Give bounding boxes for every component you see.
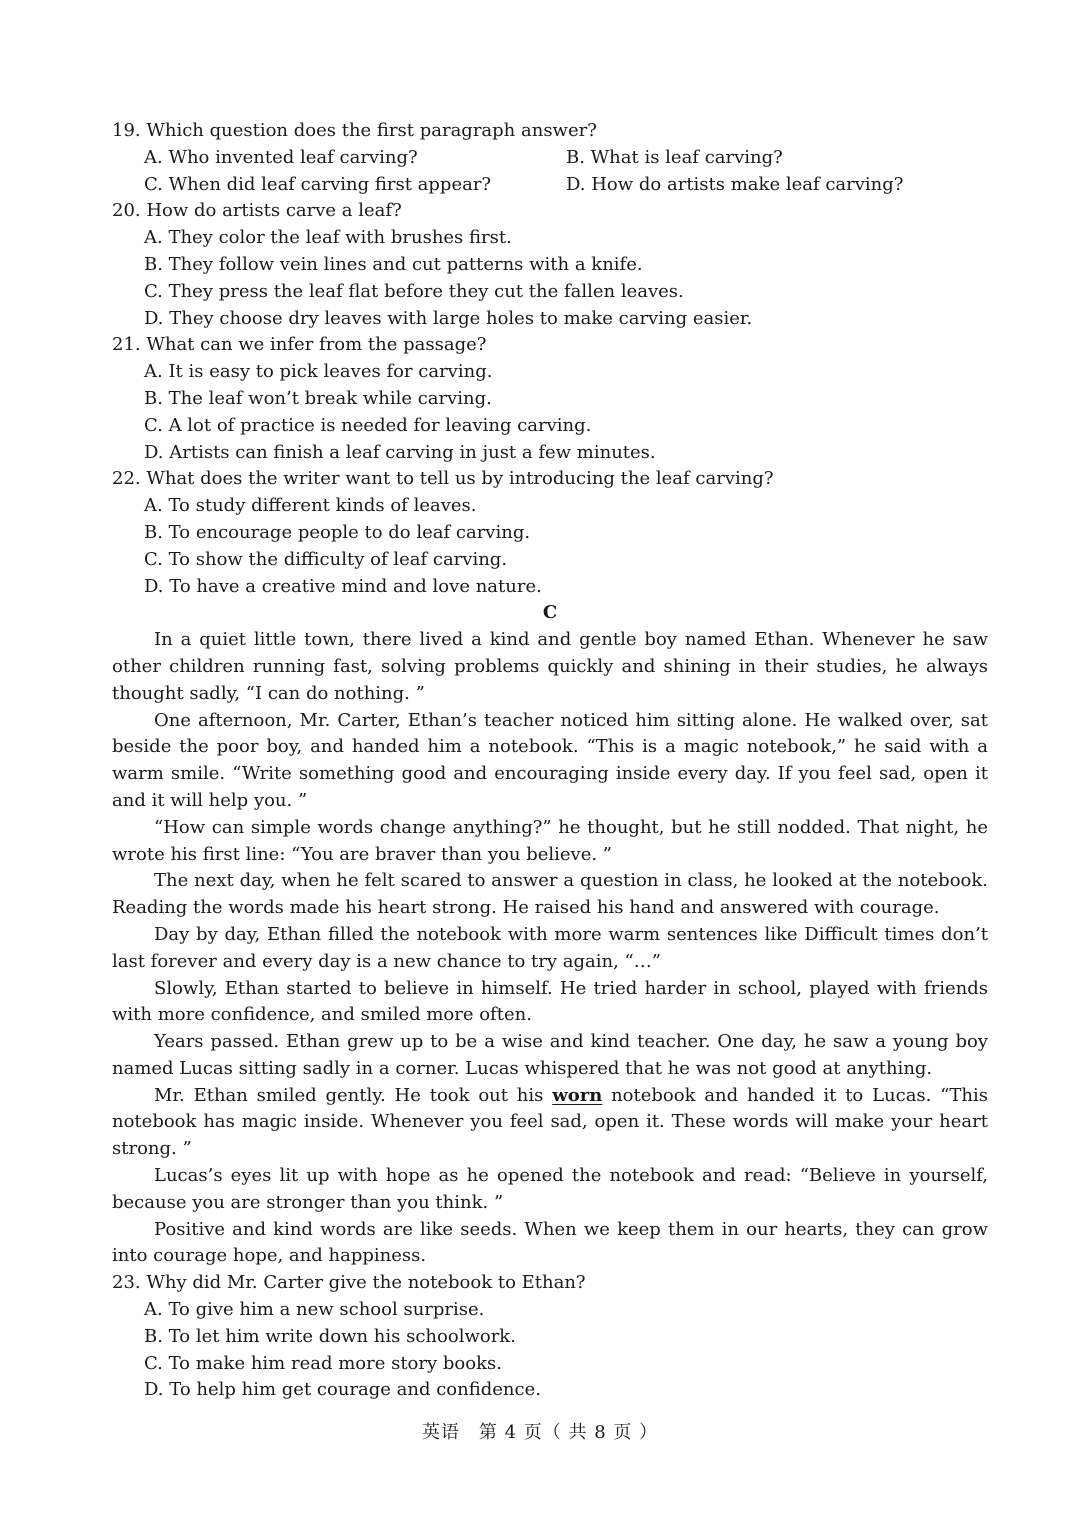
answer-option: B. They follow vein lines and cut patterns with a knife. — [144, 253, 643, 275]
page-footer: 英语 第 4 页（ 共 8 页 ） — [421, 1422, 659, 1443]
options-list — [112, 145, 988, 199]
answer-option: A. To give him a new school surprise. — [144, 1299, 485, 1321]
answer-option: B. To encourage people to do leaf carving. — [144, 521, 531, 543]
text-segment: notebook and handed it to Lucas. “This notebook has magic inside. Whenever you feel sad, open it. These words will make your heart strong. ” — [112, 1084, 988, 1160]
passage-c — [112, 627, 988, 1083]
question-block — [112, 466, 988, 600]
answer-option: B. To let him write down his schoolwork. — [144, 1325, 516, 1347]
question-block — [112, 198, 988, 332]
questions-group-reading-c — [112, 1270, 988, 1404]
question-block — [112, 1270, 988, 1404]
questions-group-reading-b — [112, 118, 988, 600]
passage-paragraph — [112, 1083, 988, 1163]
answer-option: C. To show the difficulty of leaf carving. — [144, 548, 508, 570]
highlighted-word: worn — [552, 1084, 603, 1106]
passage-paragraph: In a quiet little town, there lived a kind and gentle boy named Ethan. Whenever he saw other children running fast, solving problems quickly and shining in their studies, he always thought sadly, “I can do nothing. ” — [112, 629, 988, 704]
answer-option: D. How do artists make leaf carving? — [566, 173, 904, 195]
answer-option: A. To study different kinds of leaves. — [144, 495, 477, 517]
options-row — [144, 172, 988, 199]
answer-option: B. What is leaf carving? — [566, 146, 783, 168]
text-segment: Mr. Ethan smiled gently. He took out his — [154, 1084, 553, 1106]
question-stem: 23. Why did Mr. Carter give the notebook to Ethan? — [112, 1272, 586, 1294]
question-block — [112, 118, 988, 198]
passage-paragraph: Slowly, Ethan started to believe in himself. He tried harder in school, played with friends with more confidence, and smiled more often. — [112, 977, 988, 1026]
answer-option: C. To make him read more story books. — [144, 1352, 502, 1374]
passage-paragraph: Day by day, Ethan filled the notebook with more warm sentences like Difficult times don’t last forever and every day is a new chance to try again, “…” — [112, 923, 988, 972]
answer-option: D. To have a creative mind and love nature. — [144, 575, 542, 597]
question-stem: 21. What can we infer from the passage? — [112, 334, 487, 356]
answer-option: D. To help him get courage and confidence. — [144, 1379, 541, 1401]
answer-option: C. When did leaf carving first appear? — [144, 173, 492, 195]
answer-option: A. Who invented leaf carving? — [144, 146, 418, 168]
question-block — [112, 332, 988, 466]
passage-paragraph: “How can simple words change anything?” he thought, but he still nodded. That night, he wrote his first line: “You are braver than you believe. ” — [112, 816, 988, 865]
options-list — [112, 493, 988, 600]
passage-c-end — [112, 1163, 988, 1270]
options-list — [112, 1297, 988, 1404]
passage-paragraph: Years passed. Ethan grew up to be a wise and kind teacher. One day, he saw a young boy named Lucas sitting sadly in a corner. Lucas whispered that he was not good at anything. — [112, 1031, 988, 1079]
passage-paragraph: The next day, when he felt scared to answer a question in class, he looked at the notebook. Reading the words made his heart strong. He raised his hand and answered with courage. — [112, 870, 988, 919]
answer-option: C. A lot of practice is needed for leaving carving. — [144, 414, 592, 436]
answer-option: D. Artists can finish a leaf carving in just a few minutes. — [144, 441, 656, 463]
answer-option: D. They choose dry leaves with large holes to make carving easier. — [144, 307, 753, 329]
question-stem: 22. What does the writer want to tell us by introducing the leaf carving? — [112, 468, 774, 490]
options-list — [112, 225, 988, 332]
answer-option: B. The leaf won’t break while carving. — [144, 387, 492, 409]
section-title: C — [542, 602, 558, 624]
answer-option: A. It is easy to pick leaves for carving. — [144, 361, 493, 383]
passage-paragraph: One afternoon, Mr. Carter, Ethan’s teacher noticed him sitting alone. He walked over, sat beside the poor boy, and handed him a notebook. “This is a magic notebook,” he said with a warm smile. “Write something good and encouraging inside every day. If you feel sad, open it and it will help you. ” — [112, 709, 988, 811]
question-stem: 20. How do artists carve a leaf? — [112, 200, 402, 222]
passage-paragraph: Positive and kind words are like seeds. When we keep them in our hearts, they can grow into courage hope, and happiness. — [112, 1218, 988, 1267]
answer-option: C. They press the leaf flat before they cut the fallen leaves. — [144, 280, 684, 302]
options-row — [144, 145, 988, 172]
passage-paragraph: Lucas’s eyes lit up with hope as he opened the notebook and read: “Believe in yourself, because you are stronger than you think. ” — [112, 1165, 988, 1213]
question-stem: 19. Which question does the first paragraph answer? — [112, 120, 597, 141]
options-list — [112, 359, 988, 466]
page-content — [112, 118, 988, 1404]
answer-option: A. They color the leaf with brushes first. — [144, 227, 512, 249]
